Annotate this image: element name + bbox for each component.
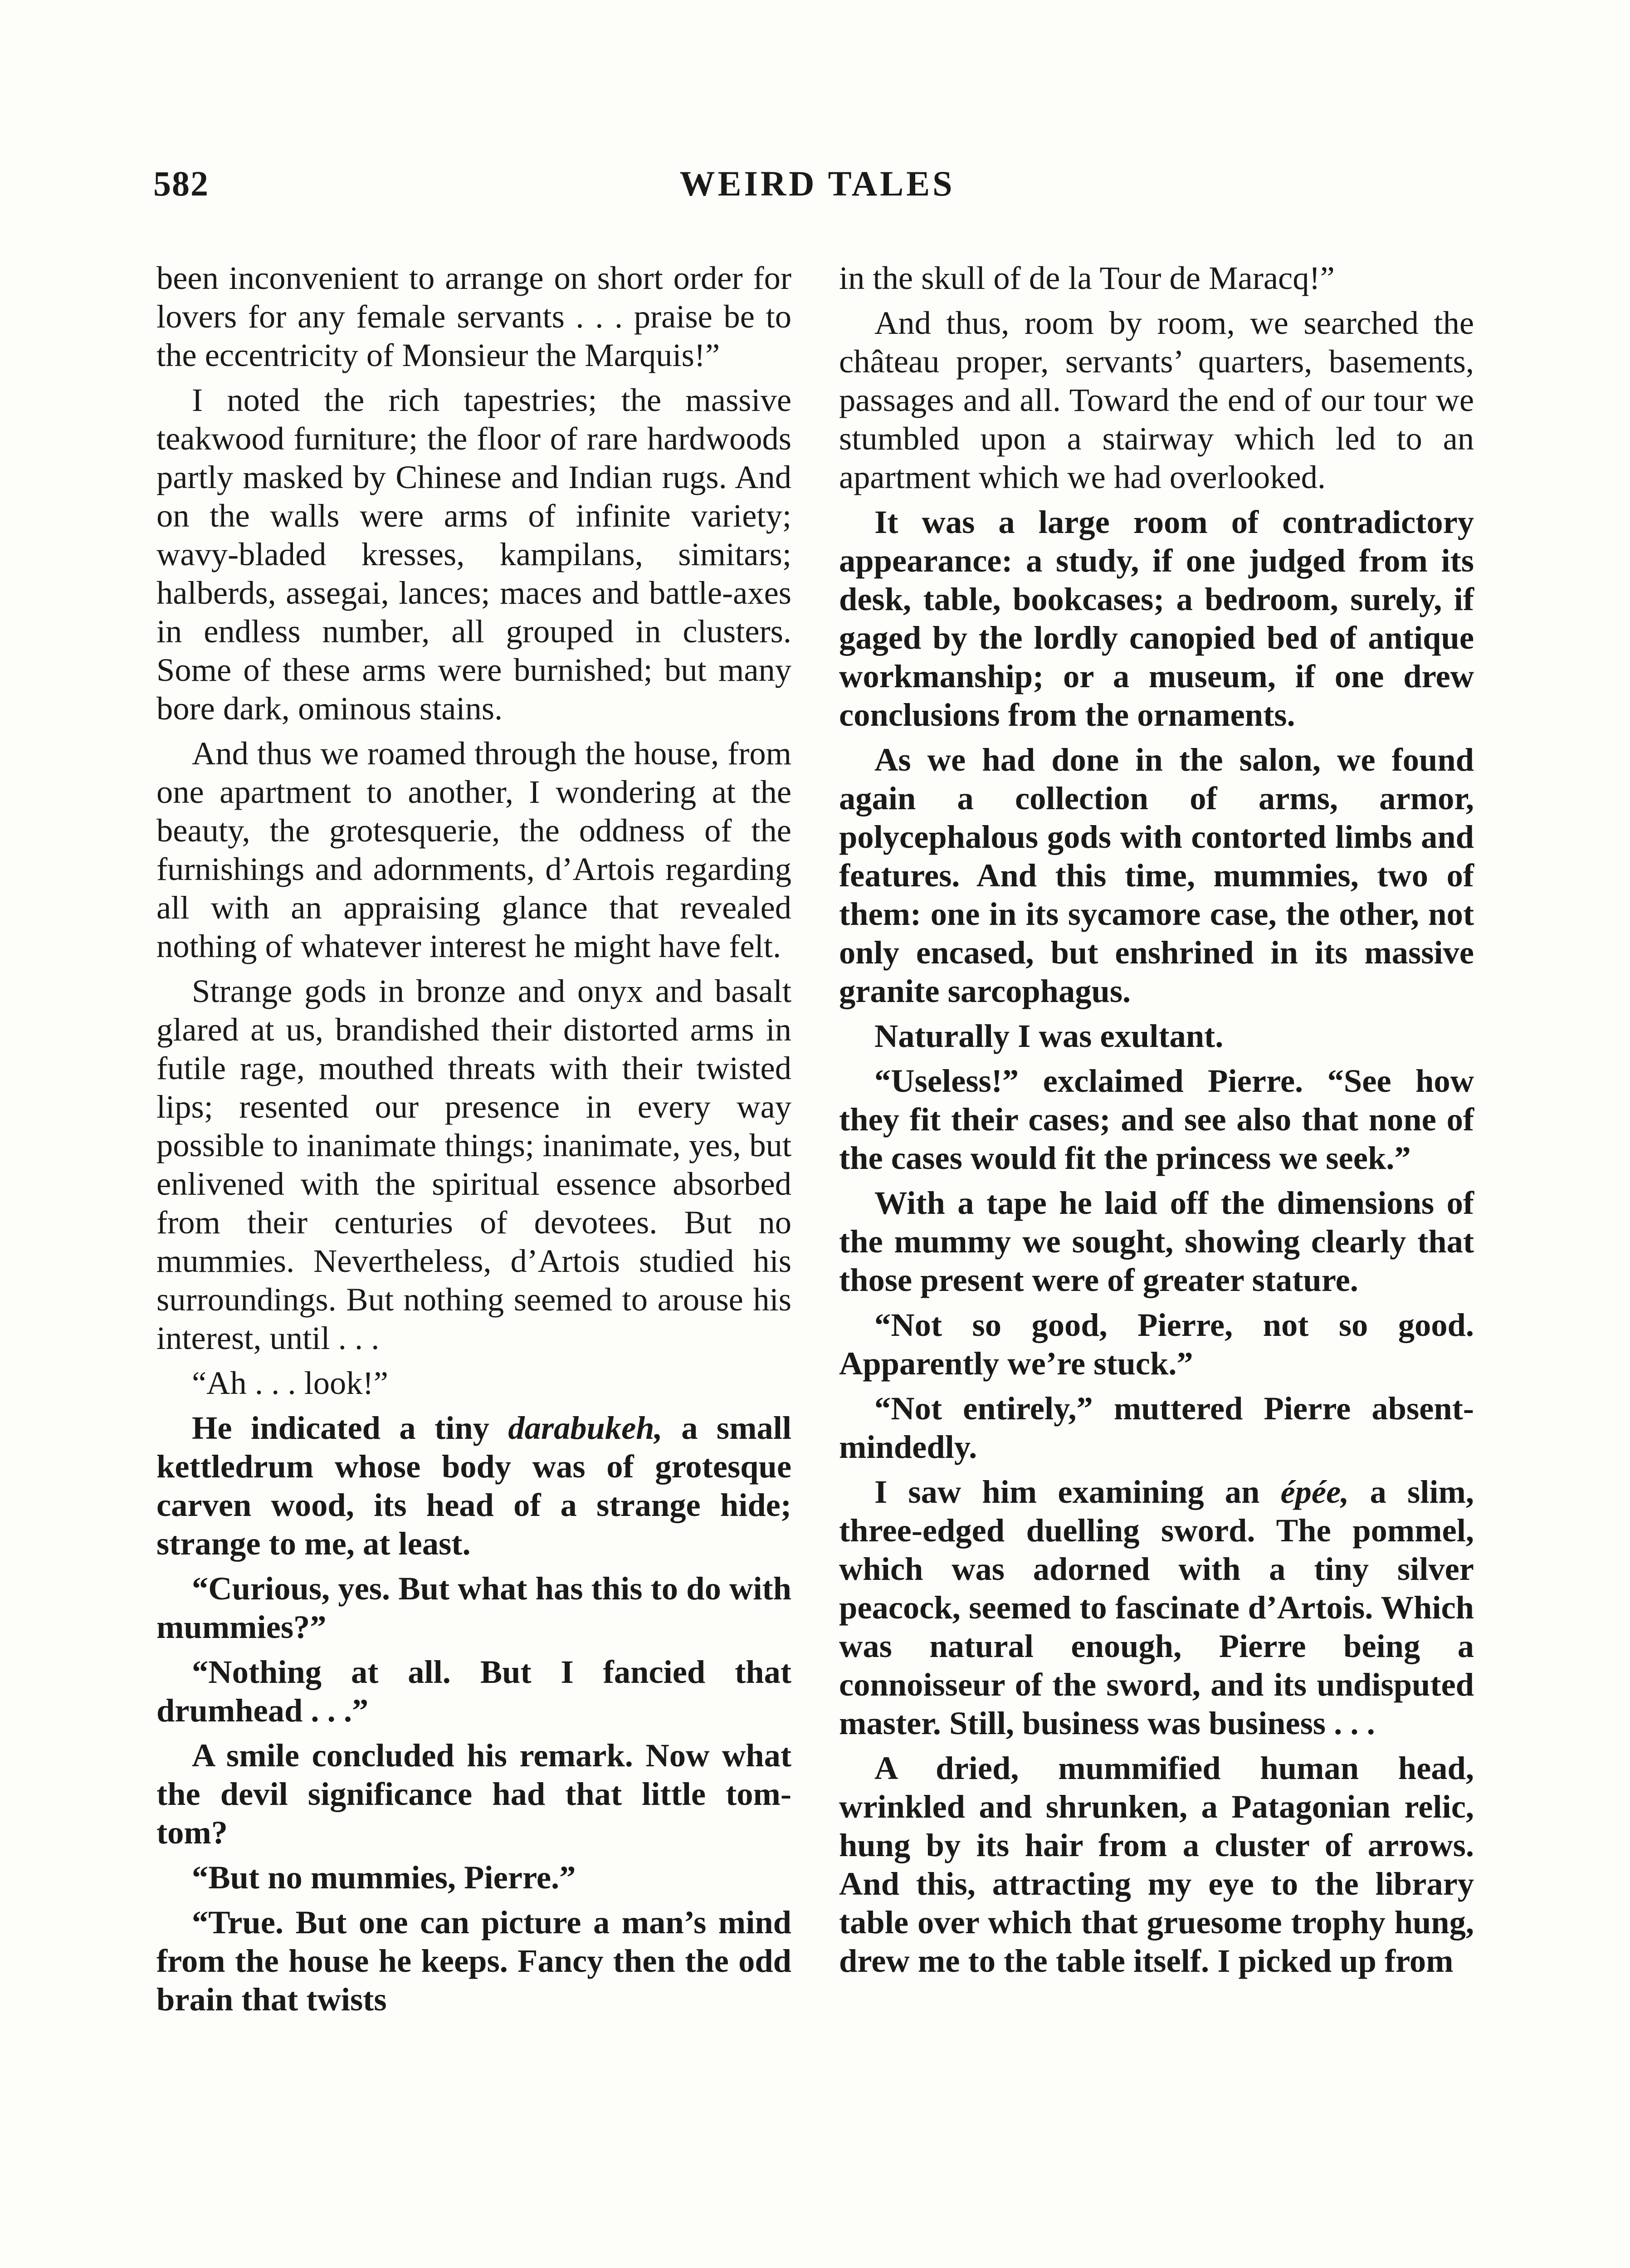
- paragraph: “Not entirely,” muttered Pierre absent-mindedly.: [839, 1390, 1474, 1465]
- paragraph: “Ah . . . look!”: [192, 1364, 388, 1401]
- paragraph: And thus we roamed through the house, from one apartment to another, I wondering at the beauty, the grotesquerie, the oddness of the furnishings and adornments, d’Artois regarding all with an appraising glance that revealed nothing of whatever interest he might have felt.: [156, 735, 791, 964]
- paragraph: “Useless!” exclaimed Pierre. “See how they fit their cases; and see also that none of the cases would fit the princess we seek.”: [839, 1062, 1474, 1176]
- paragraph: “Not so good, Pierre, not so good. Apparently we’re stuck.”: [839, 1306, 1474, 1382]
- paragraph-text: He indicated a tiny: [192, 1409, 489, 1446]
- paragraph: “Nothing at all. But I fancied that drumhead . . .”: [156, 1653, 791, 1729]
- paragraph: And thus, room by room, we searched the château proper, servants’ quarters, basements, passages and all. Toward the end of our tour we stumbled upon a stairway which led to an apartment which we had overlooked.: [839, 304, 1474, 495]
- italic-term: darabukeh,: [508, 1409, 663, 1446]
- paragraph: A dried, mummified human head, wrinkled and shrunken, a Patagonian relic, hung by its hair from a cluster of arrows. And this, attracting my eye to the library table over which that gruesome trophy hung, drew me to the table itself. I picked up from: [839, 1750, 1474, 1979]
- paragraph: “True. But one can picture a man’s mind from the house he keeps. Fancy then the odd brain that twists: [156, 1904, 791, 2018]
- page-number: 582: [153, 164, 209, 203]
- paragraph-text: a slim, three-edged duelling sword. The pommel, which was adorned with a tiny silver peacock, seemed to fascinate d’Artois. Which was natural enough, Pierre being a connoisseur of the sword, and its undisputed master. Still, business was business . . .: [839, 1473, 1474, 1741]
- running-title: WEIRD TALES: [679, 164, 955, 203]
- paragraph-text: I saw him examining an: [874, 1473, 1260, 1510]
- paragraph: Strange gods in bronze and onyx and basalt glared at us, brandished their distorted arms in futile rage, mouthed threats with their twisted lips; resented our presence in every way possible to inanimate things; inanimate, yes, but enlivened with the spiritual essence absorbed from their centuries of devotees. But no mummies. Nevertheless, d’Artois studied his surroundings. But nothing seemed to arouse his interest, until . . .: [156, 973, 791, 1356]
- paragraph: With a tape he laid off the dimensions of the mummy we sought, showing clearly that those present were of greater stature.: [839, 1184, 1474, 1298]
- paragraph-text: a small kettledrum whose body was of grotesque carven wood, its head of a strange hide; strange to me, at least.: [156, 1409, 791, 1562]
- paragraph: in the skull of de la Tour de Maracq!”: [839, 259, 1335, 296]
- paragraph: As we had done in the salon, we found again a collection of arms, armor, polycephalous gods with contorted limbs and features. And this time, mummies, two of them: one in its sycamore case, the other, not only encased, but enshrined in its massive granite sarcophagus.: [839, 741, 1474, 1009]
- paragraph: “Curious, yes. But what has this to do with mummies?”: [156, 1570, 791, 1645]
- right-column: [839, 259, 1474, 1986]
- paragraph: It was a large room of contradictory appearance: a study, if one judged from its desk, table, bookcases; a bedroom, surely, if gaged by the lordly canopied bed of antique workmanship; or a museum, if one drew conclusions from the ornaments.: [839, 503, 1474, 733]
- paragraph: I noted the rich tapestries; the massive teakwood furniture; the floor of rare hardwoods partly masked by Chinese and Indian rugs. And on the walls were arms of infinite variety; wavy-bladed kresses, kampilans, simitars; halberds, assegai, lances; maces and battle-axes in endless number, all grouped in clusters. Some of these arms were burnished; but many bore dark, ominous stains.: [156, 381, 791, 727]
- left-column: [156, 259, 791, 2025]
- italic-term: épée,: [1280, 1473, 1349, 1510]
- paragraph: [839, 1472, 1474, 1742]
- paragraph: [156, 1408, 791, 1563]
- paragraph: A smile concluded his remark. Now what the devil significance had that little tom-tom?: [156, 1737, 791, 1851]
- page-header: [153, 163, 1481, 213]
- paragraph: “But no mummies, Pierre.”: [192, 1859, 576, 1896]
- paragraph: Naturally I was exultant.: [874, 1017, 1224, 1054]
- paragraph: been inconvenient to arrange on short order for lovers for any female servants . . . praise be to the eccentricity of Monsieur the Marquis!”: [156, 259, 791, 373]
